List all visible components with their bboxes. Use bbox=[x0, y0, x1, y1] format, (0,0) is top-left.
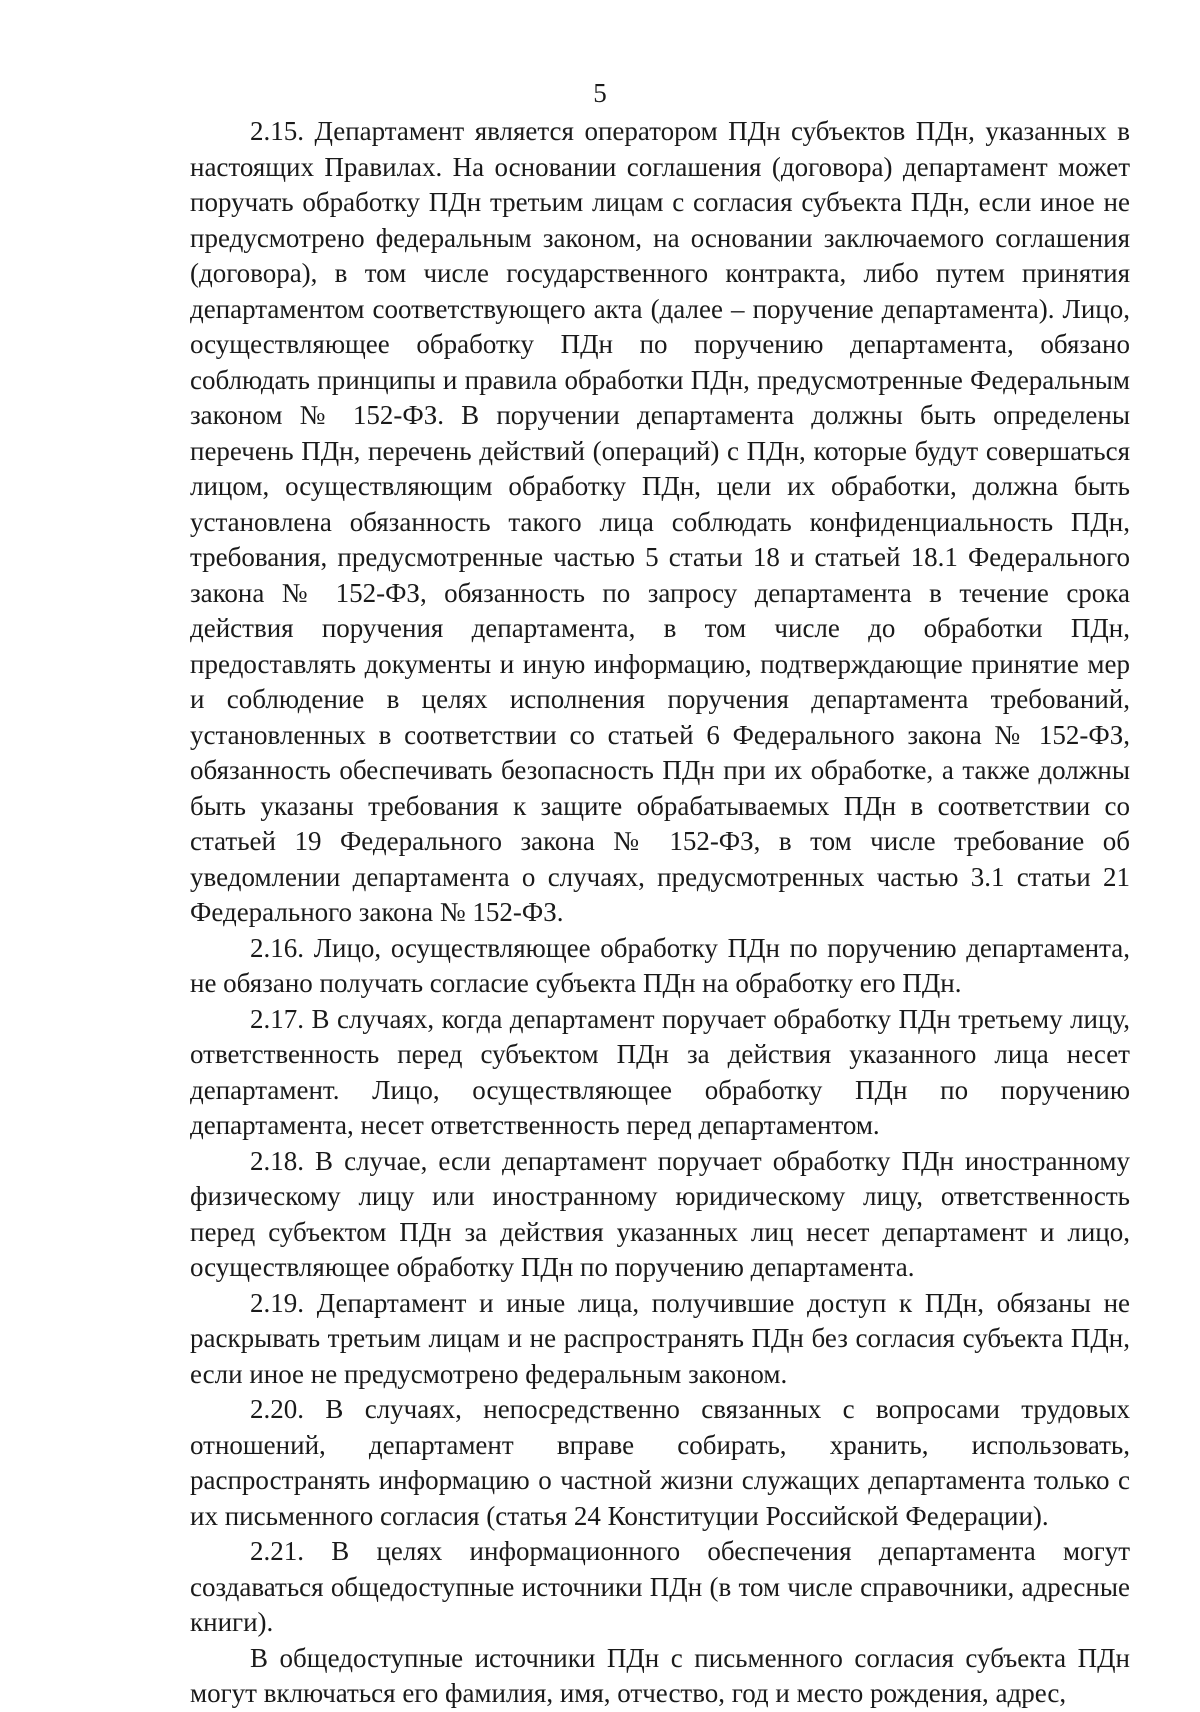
paragraph-public-sources: В общедоступные источники ПДн с письменного согласия субъекта ПДн могут включаться его фамилия, имя, отчество, год и место рождения, адрес, bbox=[190, 1642, 1130, 1708]
paragraph-2-18: 2.18. В случае, если департамент поручает обработку ПДн иностранному физическому лицу или иностранному юридическому лицу, ответственность перед субъектом ПДн за действия указанных лиц несет департамент и лицо, осуществляющее обработку ПДн по поручению департамента. bbox=[190, 1145, 1130, 1282]
page-number: 5 bbox=[593, 78, 607, 108]
paragraph-2-15: 2.15. Департамент является оператором ПДн субъектов ПДн, указанных в настоящих Правилах. На основании соглашения (договора) департамент может поручать обработку ПДн третьим лицам с согласия субъекта ПДн, если иное не предусмотрено федеральным законом, на основании заключаемого соглашения (договора), в том числе государственного контракта, либо путем принятия департаментом соответствующего акта (далее – поручение департамента). Лицо, осуществляющее обработку ПДн по поручению департамента, обязано соблюдать принципы и правила обработки ПДн, предусмотренные Федеральным законом № 152-ФЗ. В поручении департамента должны быть определены перечень ПДн, перечень действий (операций) с ПДн, которые будут совершаться лицом, осуществляющим обработку ПДн, цели их обработки, должна быть установлена обязанность такого лица соблюдать конфиденциальность ПДн, требования, предусмотренные частью 5 статьи 18 и статьей 18.1 Федерального закона № 152-ФЗ, обязанность по запросу департамента в течение срока действия поручения департамента, в том числе до обработки ПДн, предоставлять документы и иную информацию, подтверждающие принятие мер и соблюдение в целях исполнения поручения департамента требований, установленных в соответствии со статьей 6 Федерального закона № 152-ФЗ, обязанность обеспечивать безопасность ПДн при их обработке, а также должны быть указаны требования к защите обрабатываемых ПДн в соответствии со статьей 19 Федерального закона № 152-ФЗ, в том числе требование об уведомлении департамента о случаях, предусмотренных частью 3.1 статьи 21 Федерального закона № 152-ФЗ. bbox=[190, 116, 1130, 927]
paragraph-2-19: 2.19. Департамент и иные лица, получившие доступ к ПДн, обязаны не раскрывать третьим лицам и не распространять ПДн без согласия субъекта ПДн, если иное не предусмотрено федеральным законом. bbox=[190, 1287, 1130, 1389]
paragraph-2-20: 2.20. В случаях, непосредственно связанных с вопросами трудовых отношений, департамент вправе собирать, хранить, использовать, распространять информацию о частной жизни служащих департамента только с их письменного согласия (статья 24 Конституции Российской Федерации). bbox=[190, 1394, 1130, 1531]
paragraph-2-21: 2.21. В целях информационного обеспечения департамента могут создаваться общедоступные источники ПДн (в том числе справочники, адресные книги). bbox=[190, 1536, 1130, 1637]
paragraph-2-16: 2.16. Лицо, осуществляющее обработку ПДн по поручению департамента, не обязано получать согласие субъекта ПДн на обработку его ПДн. bbox=[190, 932, 1130, 998]
document-body bbox=[190, 114, 1130, 1712]
paragraph-2-17: 2.17. В случаях, когда департамент поручает обработку ПДн третьему лицу, ответственность перед субъектом ПДн за действия указанного лица несет департамент. Лицо, осуществляющее обработку ПДн по поручению департамента, несет ответственность перед департаментом. bbox=[190, 1003, 1130, 1140]
